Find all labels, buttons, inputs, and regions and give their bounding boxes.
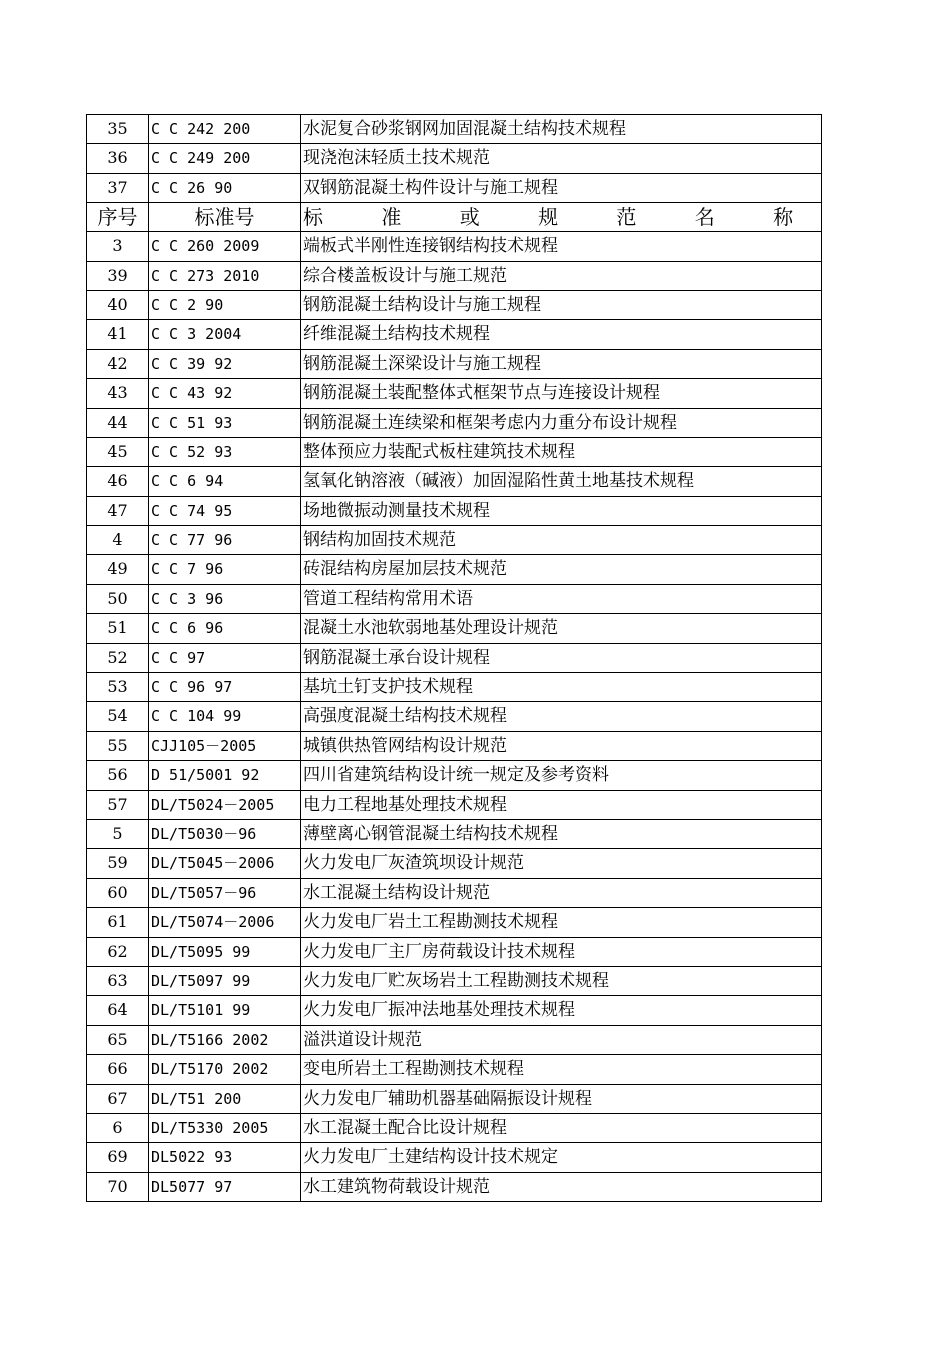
table-row [87,908,822,937]
row-code: C C 273 2010 [149,261,301,290]
row-code: C C 3 96 [149,584,301,613]
row-code: C C 51 93 [149,408,301,437]
table-row [87,849,822,878]
row-seq: 54 [87,702,149,731]
row-seq: 43 [87,379,149,408]
table-row [87,614,822,643]
header-name: 标 准 或 规 范 名 称 [301,203,822,232]
row-seq: 69 [87,1143,149,1172]
standards-table [86,114,822,1202]
row-code: DL5077 97 [149,1172,301,1201]
row-seq: 42 [87,349,149,378]
row-seq: 70 [87,1172,149,1201]
table-row [87,1055,822,1084]
row-code: C C 242 200 [149,115,301,144]
row-name: 溢洪道设计规范 [301,1025,822,1054]
row-name: 综合楼盖板设计与施工规范 [301,261,822,290]
row-name: 钢筋混凝土连续梁和框架考虑内力重分布设计规程 [301,408,822,437]
row-seq: 49 [87,555,149,584]
row-name: 钢筋混凝土装配整体式框架节点与连接设计规程 [301,379,822,408]
table-row [87,584,822,613]
row-code: C C 97 [149,643,301,672]
table-header [87,203,822,232]
row-seq: 62 [87,937,149,966]
row-code: DL5022 93 [149,1143,301,1172]
row-code: C C 2 90 [149,290,301,319]
table-row [87,731,822,760]
row-code: DL/T5024－2005 [149,790,301,819]
table-row [87,643,822,672]
row-code: DL/T5095 99 [149,937,301,966]
row-seq: 53 [87,673,149,702]
row-code: DL/T5030－96 [149,819,301,848]
table-row [87,996,822,1025]
row-seq: 4 [87,526,149,555]
table-row [87,1025,822,1054]
table-row [87,819,822,848]
table-row [87,702,822,731]
row-seq: 35 [87,115,149,144]
row-name: 端板式半刚性连接钢结构技术规程 [301,232,822,261]
row-name: 四川省建筑结构设计统一规定及参考资料 [301,761,822,790]
table-row [87,526,822,555]
row-seq: 40 [87,290,149,319]
row-name: 钢筋混凝土结构设计与施工规程 [301,290,822,319]
row-name: 火力发电厂灰渣筑坝设计规范 [301,849,822,878]
row-seq: 44 [87,408,149,437]
row-seq: 60 [87,878,149,907]
row-seq: 37 [87,173,149,202]
row-seq: 61 [87,908,149,937]
row-seq: 36 [87,144,149,173]
row-seq: 64 [87,996,149,1025]
table-row [87,878,822,907]
row-code: DL/T5057－96 [149,878,301,907]
row-code: DL/T5330 2005 [149,1113,301,1142]
row-name: 水工混凝土配合比设计规程 [301,1113,822,1142]
row-code: C C 26 90 [149,173,301,202]
table-row [87,761,822,790]
row-name: 城镇供热管网结构设计规范 [301,731,822,760]
row-code: DL/T5074－2006 [149,908,301,937]
row-seq: 66 [87,1055,149,1084]
row-code: C C 3 2004 [149,320,301,349]
row-name: 基坑土钉支护技术规程 [301,673,822,702]
row-name: 火力发电厂振冲法地基处理技术规程 [301,996,822,1025]
row-code: C C 6 96 [149,614,301,643]
row-code: C C 7 96 [149,555,301,584]
table-row [87,1113,822,1142]
table-row [87,496,822,525]
row-code: C C 77 96 [149,526,301,555]
table-row [87,1172,822,1201]
table-row [87,232,822,261]
row-name: 钢筋混凝土承台设计规程 [301,643,822,672]
row-seq: 41 [87,320,149,349]
row-name: 火力发电厂主厂房荷载设计技术规程 [301,937,822,966]
table-row [87,966,822,995]
table-row [87,555,822,584]
row-seq: 65 [87,1025,149,1054]
table-row [87,379,822,408]
table-row [87,320,822,349]
table-row [87,673,822,702]
row-seq: 3 [87,232,149,261]
row-name: 纤维混凝土结构技术规程 [301,320,822,349]
row-name: 火力发电厂贮灰场岩土工程勘测技术规程 [301,966,822,995]
table-row [87,467,822,496]
table-row [87,1084,822,1113]
row-name: 高强度混凝土结构技术规程 [301,702,822,731]
table-row [87,115,822,144]
table-row [87,290,822,319]
row-seq: 51 [87,614,149,643]
table-row [87,349,822,378]
row-code: DL/T5097 99 [149,966,301,995]
table-row [87,1143,822,1172]
header-code: 标准号 [149,203,301,232]
row-name: 混凝土水池软弱地基处理设计规范 [301,614,822,643]
row-name: 薄壁离心钢管混凝土结构技术规程 [301,819,822,848]
header-row [87,203,822,232]
row-name: 现浇泡沫轻质土技术规范 [301,144,822,173]
row-name: 钢结构加固技术规范 [301,526,822,555]
row-name: 火力发电厂辅助机器基础隔振设计规程 [301,1084,822,1113]
row-code: C C 43 92 [149,379,301,408]
row-seq: 47 [87,496,149,525]
row-name: 双钢筋混凝土构件设计与施工规程 [301,173,822,202]
row-seq: 55 [87,731,149,760]
header-seq: 序号 [87,203,149,232]
table-row [87,790,822,819]
row-seq: 39 [87,261,149,290]
row-code: C C 260 2009 [149,232,301,261]
table-row [87,173,822,202]
row-code: DL/T5045－2006 [149,849,301,878]
row-code: C C 6 94 [149,467,301,496]
row-code: CJJ105－2005 [149,731,301,760]
row-name: 钢筋混凝土深梁设计与施工规程 [301,349,822,378]
row-seq: 45 [87,437,149,466]
table-row [87,144,822,173]
row-name: 火力发电厂土建结构设计技术规定 [301,1143,822,1172]
row-code: C C 104 99 [149,702,301,731]
row-name: 水工混凝土结构设计规范 [301,878,822,907]
row-seq: 67 [87,1084,149,1113]
row-name: 氢氧化钠溶液（碱液）加固湿陷性黄土地基技术规程 [301,467,822,496]
row-seq: 52 [87,643,149,672]
row-seq: 59 [87,849,149,878]
row-name: 变电所岩土工程勘测技术规程 [301,1055,822,1084]
table-row [87,261,822,290]
row-code: C C 74 95 [149,496,301,525]
row-seq: 57 [87,790,149,819]
row-name: 砖混结构房屋加层技术规范 [301,555,822,584]
row-name: 整体预应力装配式板柱建筑技术规程 [301,437,822,466]
row-code: DL/T5101 99 [149,996,301,1025]
row-name: 电力工程地基处理技术规程 [301,790,822,819]
row-name: 水泥复合砂浆钢网加固混凝土结构技术规程 [301,115,822,144]
row-seq: 6 [87,1113,149,1142]
row-seq: 50 [87,584,149,613]
row-seq: 56 [87,761,149,790]
row-seq: 46 [87,467,149,496]
row-code: C C 96 97 [149,673,301,702]
row-code: DL/T5166 2002 [149,1025,301,1054]
row-code: D 51/5001 92 [149,761,301,790]
row-code: DL/T5170 2002 [149,1055,301,1084]
row-seq: 5 [87,819,149,848]
row-name: 场地微振动测量技术规程 [301,496,822,525]
row-name: 火力发电厂岩土工程勘测技术规程 [301,908,822,937]
row-seq: 63 [87,966,149,995]
row-code: DL/T51 200 [149,1084,301,1113]
row-code: C C 249 200 [149,144,301,173]
table-row [87,937,822,966]
table-row [87,437,822,466]
row-code: C C 52 93 [149,437,301,466]
table-body-top [87,115,822,203]
table-row [87,408,822,437]
row-name: 管道工程结构常用术语 [301,584,822,613]
table-body-bottom [87,232,822,1202]
row-name: 水工建筑物荷载设计规范 [301,1172,822,1201]
row-code: C C 39 92 [149,349,301,378]
